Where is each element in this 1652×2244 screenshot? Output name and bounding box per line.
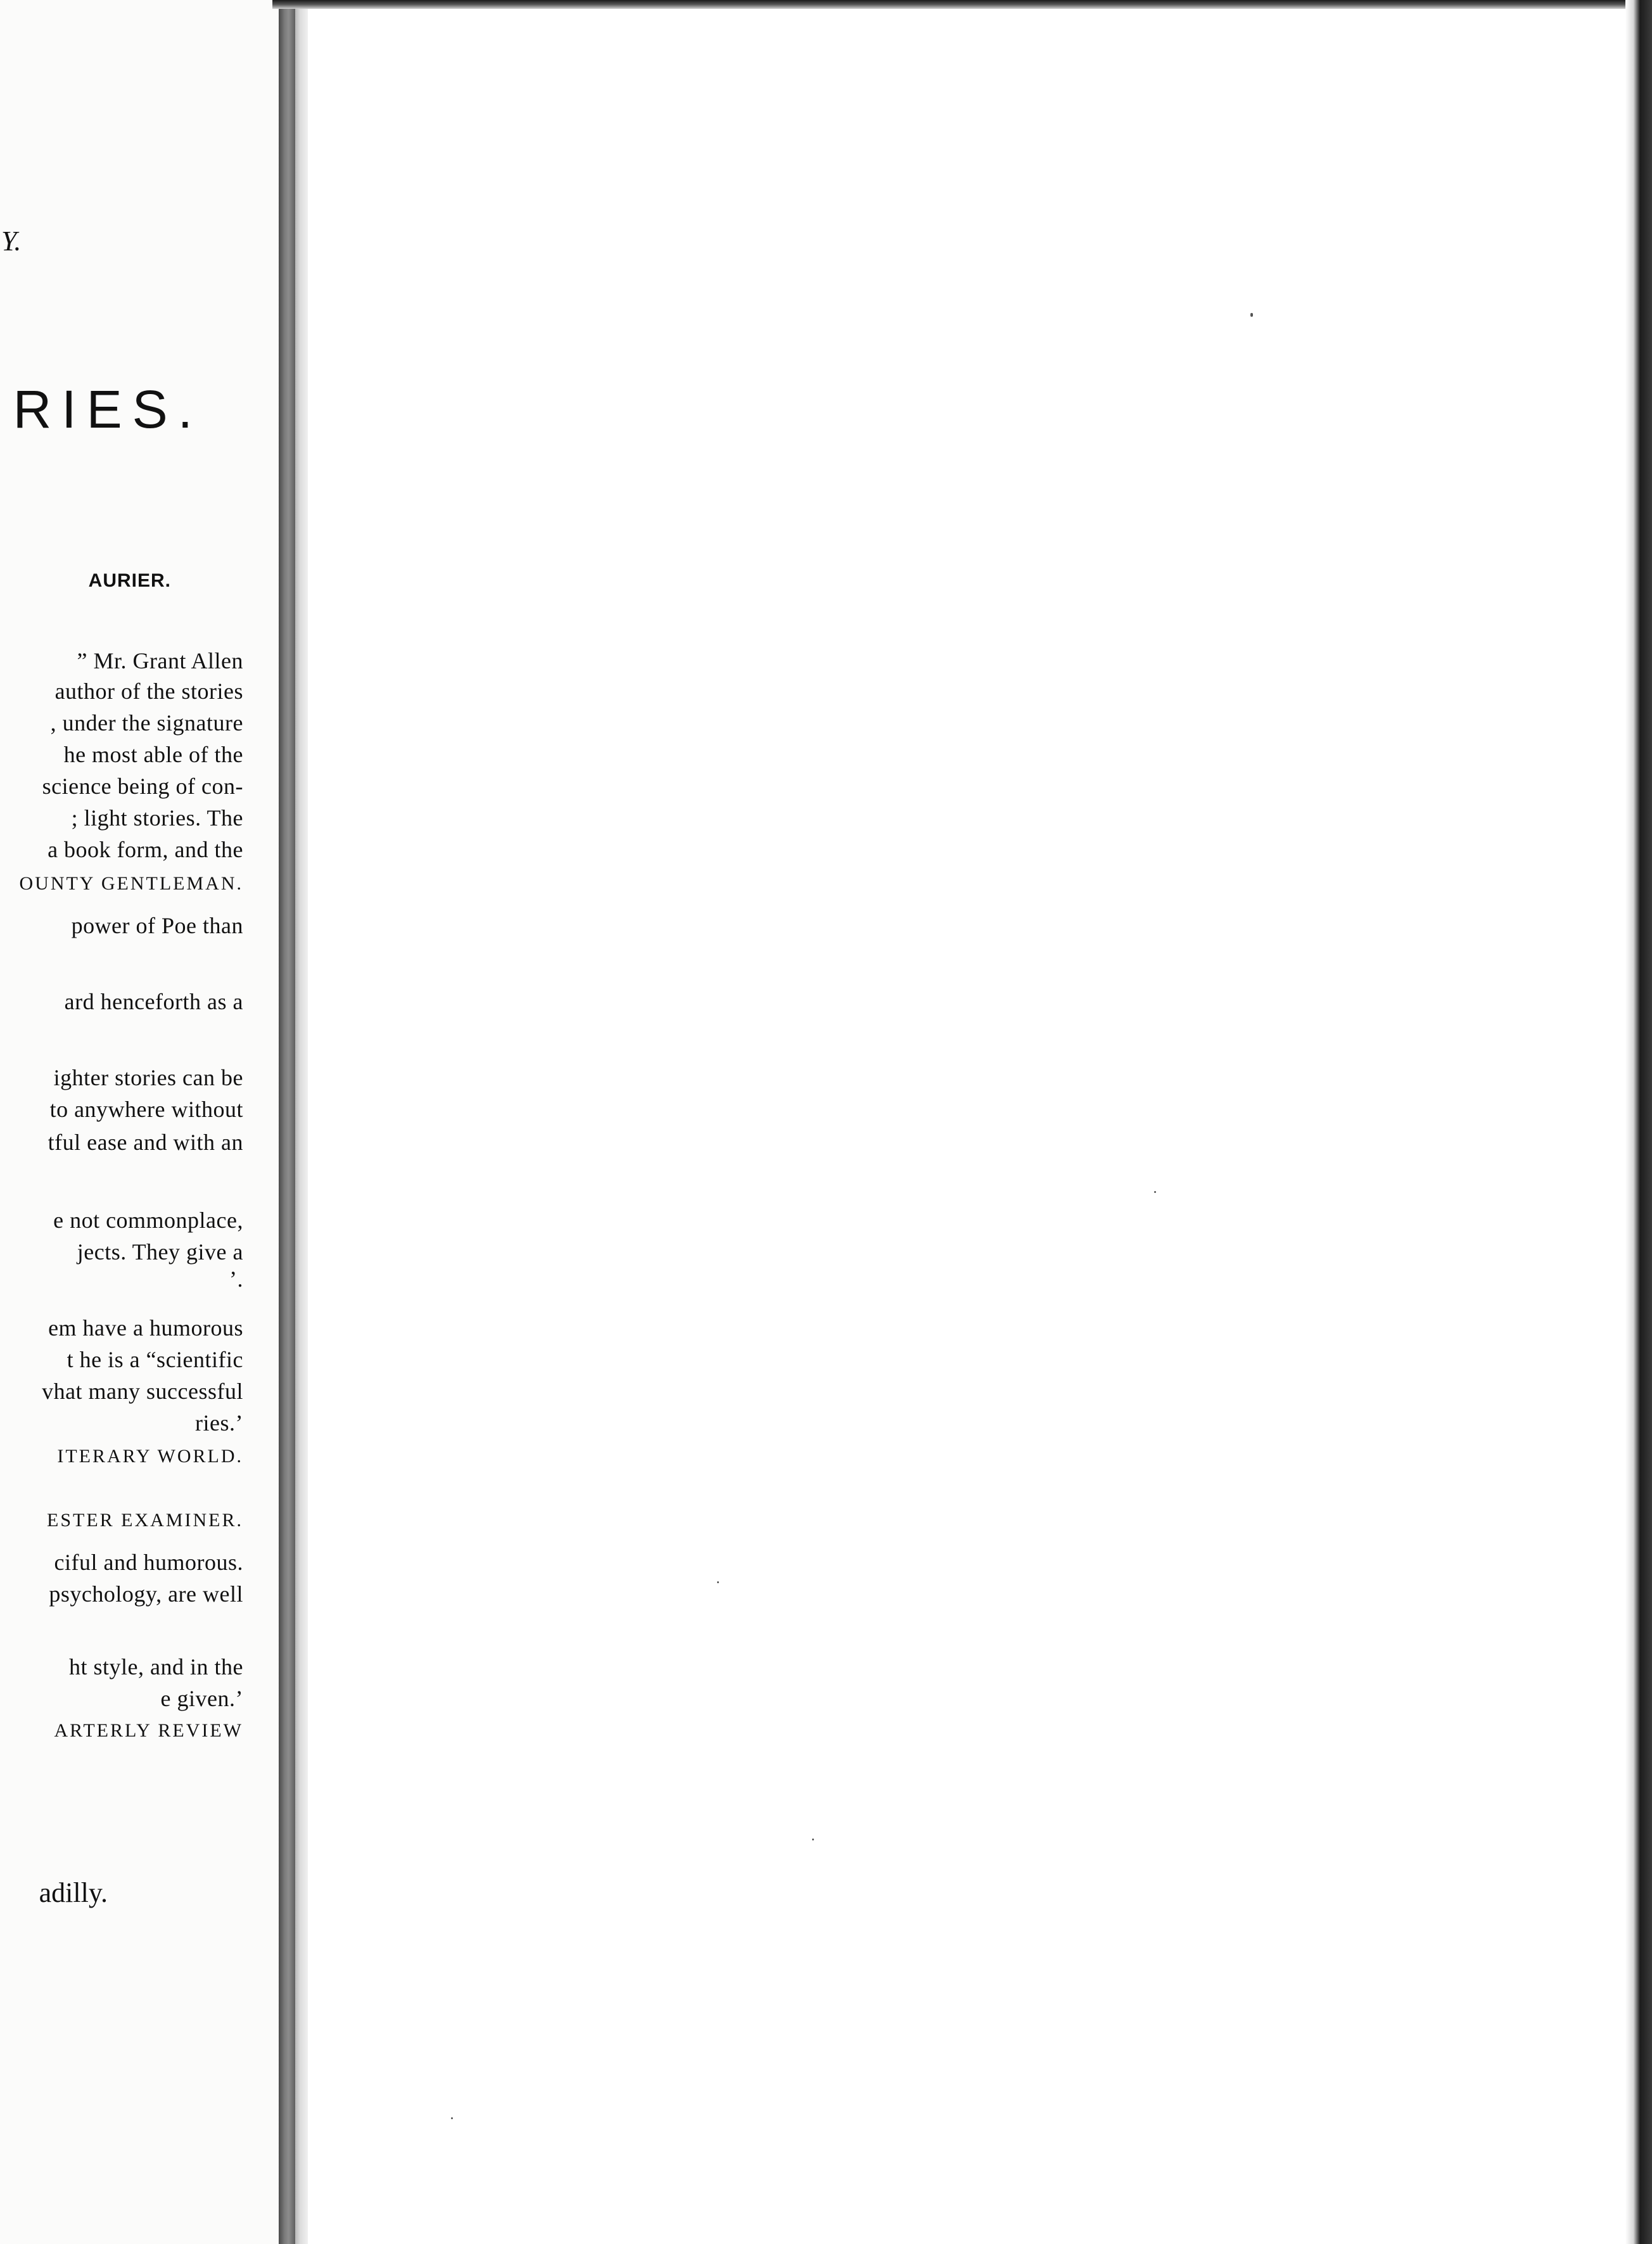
review-line: a book form, and the xyxy=(48,837,243,862)
review-source: ARTERLY REVIEW xyxy=(54,1720,243,1741)
review-line: e given.’ xyxy=(160,1686,243,1711)
review-line: , under the signature xyxy=(50,710,243,736)
review-line: vhat many successful xyxy=(42,1379,243,1404)
review-line: em have a humorous xyxy=(48,1315,243,1341)
review-source: ESTER EXAMINER. xyxy=(47,1510,243,1531)
review-line: ” Mr. Grant Allen xyxy=(77,648,243,673)
top-scan-edge xyxy=(272,0,1652,9)
review-line: jects. They give a xyxy=(77,1239,243,1265)
page-edge-shadow xyxy=(295,0,308,2244)
review-line: t he is a “scientific xyxy=(67,1347,243,1372)
review-line: ard henceforth as a xyxy=(64,989,243,1014)
paper-speck xyxy=(451,2117,453,2119)
paper-speck xyxy=(717,1581,719,1583)
review-line: author of the stories xyxy=(54,679,243,704)
top-fragment-text: Y. xyxy=(1,226,22,257)
review-line: tful ease and with an xyxy=(48,1130,243,1155)
imprint-fragment: adilly. xyxy=(39,1877,108,1908)
review-line: he most able of the xyxy=(63,742,243,767)
review-line: psychology, are well xyxy=(49,1581,243,1607)
paper-speck xyxy=(812,1839,814,1840)
review-line: science being of con- xyxy=(42,774,243,799)
review-line: ighter stories can be xyxy=(53,1065,243,1090)
title-fragment: RIES. xyxy=(13,379,203,439)
review-line: power of Poe than xyxy=(71,913,243,938)
review-line: ries.’ xyxy=(195,1410,243,1436)
paper-speck xyxy=(1154,1191,1156,1193)
right-scan-edge xyxy=(1625,0,1652,2244)
review-source: OUNTY GENTLEMAN. xyxy=(19,873,243,894)
blank-right-page xyxy=(308,9,1625,2244)
review-line: ht style, and in the xyxy=(69,1654,243,1680)
book-gutter xyxy=(279,0,295,2244)
review-line: ciful and humorous. xyxy=(54,1550,243,1575)
author-heading-fragment: AURIER. xyxy=(88,570,171,591)
review-line: ; light stories. The xyxy=(71,805,243,831)
review-line: ’. xyxy=(229,1266,243,1292)
review-line: e not commonplace, xyxy=(53,1208,243,1233)
paper-speck xyxy=(1250,313,1253,317)
review-source: ITERARY WORLD. xyxy=(57,1446,243,1467)
left-page-fragment xyxy=(0,0,279,2244)
review-line: to anywhere without xyxy=(49,1097,243,1122)
